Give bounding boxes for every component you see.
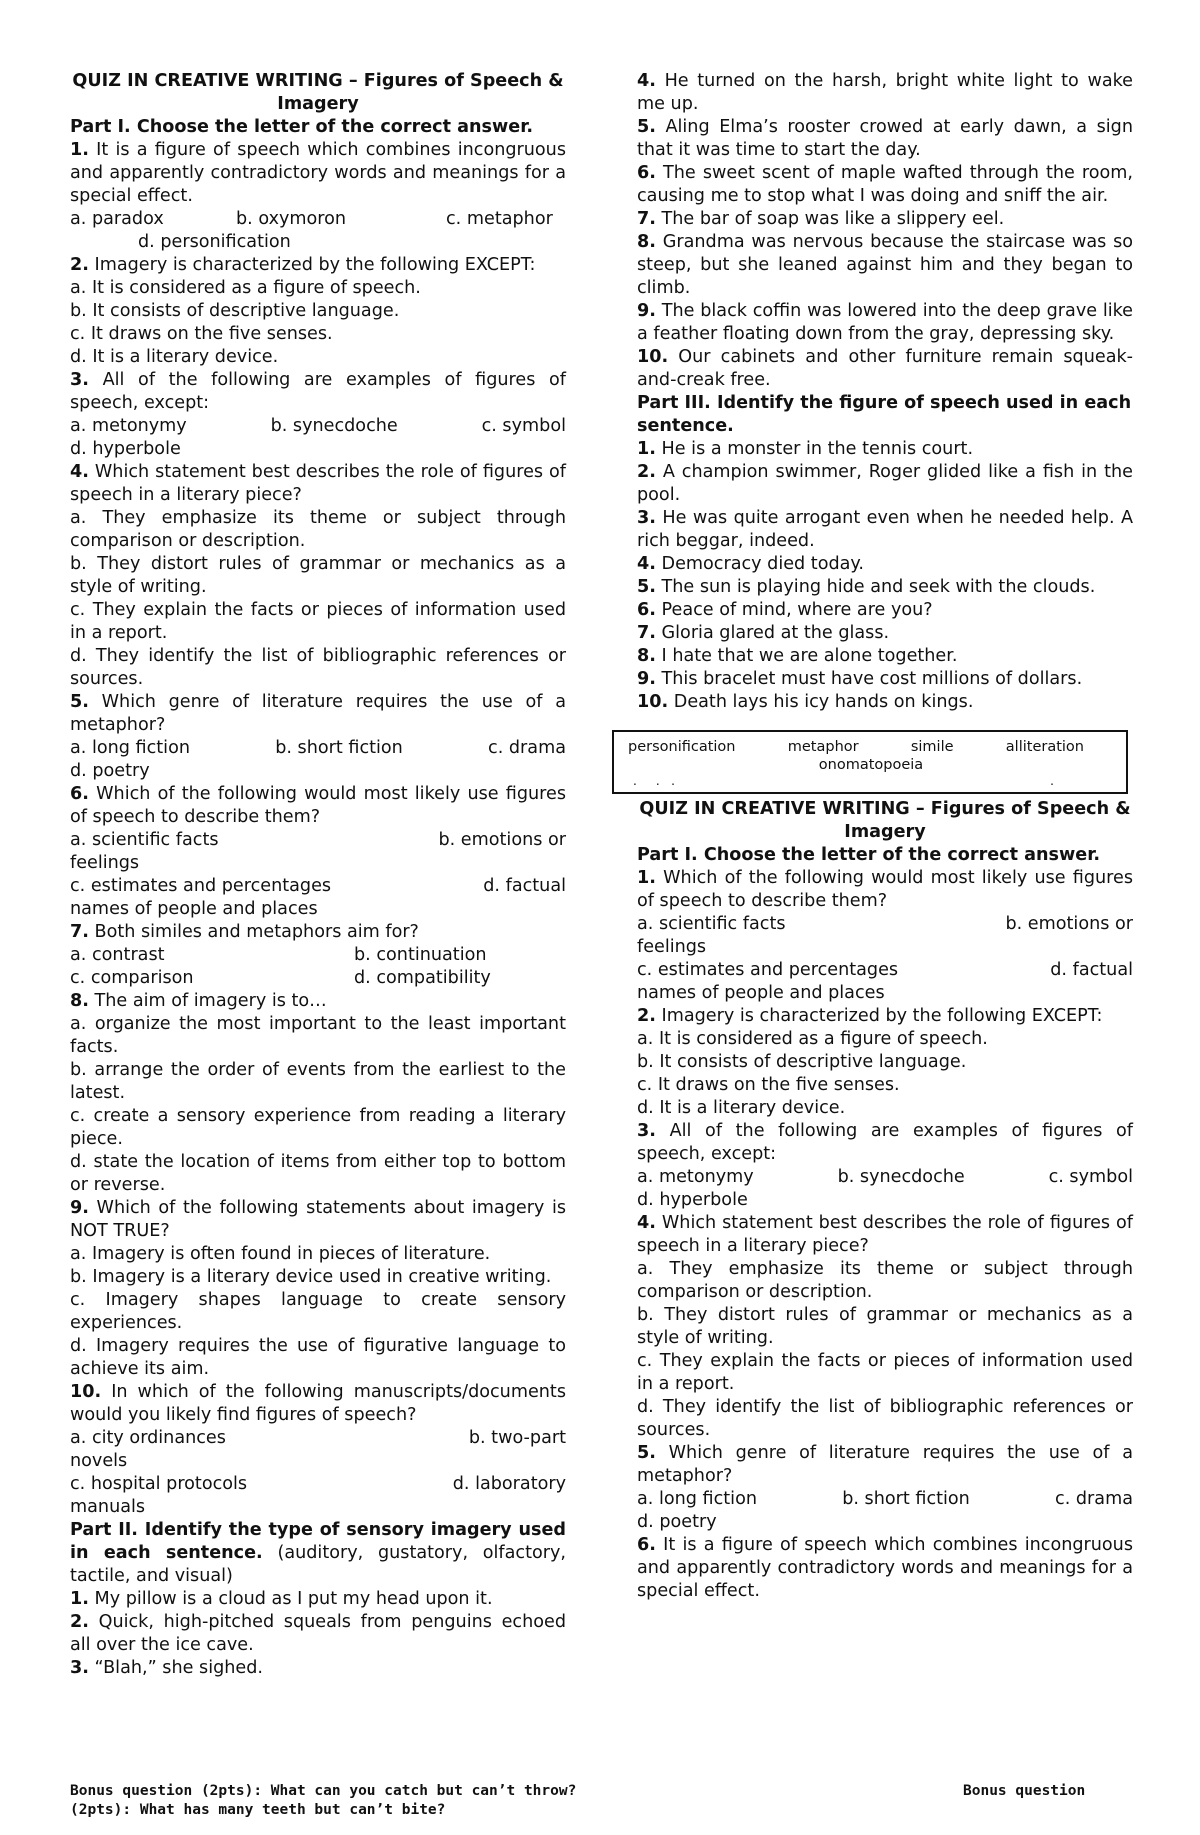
option-b: b. short fiction <box>842 1489 970 1509</box>
option-d: d. They identify the list of bibliographic references or sources. <box>637 1397 1133 1440</box>
quiz-title-second: QUIZ IN CREATIVE WRITING – Figures of Speech & Imagery <box>639 799 1131 842</box>
question-6 <box>70 783 566 921</box>
item-text: Our cabinets and other furniture remain squeak-and-creak free. <box>637 347 1134 390</box>
question-number: 7. <box>70 922 89 942</box>
question-8 <box>70 990 566 1197</box>
question-number: 3. <box>70 370 89 390</box>
option-d: d. hyperbole <box>637 1190 748 1210</box>
question-1 <box>637 867 1133 1005</box>
item-text: Democracy died today. <box>661 554 864 574</box>
option-a: a. metonymy <box>637 1167 754 1187</box>
word-bank-box <box>612 730 1128 794</box>
item-text: Gloria glared at the glass. <box>661 623 890 643</box>
option-c: c. It draws on the five senses. <box>70 324 333 344</box>
question-text: Which genre of literature requires the use of a metaphor? <box>637 1443 1133 1486</box>
question-number: 1. <box>637 868 656 888</box>
list-item <box>637 461 1133 507</box>
item-number: 10. <box>637 347 669 367</box>
option-a: a. organize the most important to the least important facts. <box>70 1014 566 1057</box>
question-7 <box>70 921 566 990</box>
option-a: a. metonymy <box>70 416 187 436</box>
option-b: b. They distort rules of grammar or mechanics as a style of writing. <box>70 554 566 597</box>
question-number: 9. <box>70 1198 89 1218</box>
item-text: Quick, high-pitched squeals from penguins echoed all over the ice cave. <box>70 1612 566 1655</box>
list-item <box>637 691 1133 714</box>
part2-heading: Part II. Identify the type of sensory imagery used in each sentence. <box>70 1520 566 1563</box>
list-item <box>70 1657 566 1680</box>
list-item <box>637 438 1133 461</box>
option-d: d. Imagery requires the use of figurative language to achieve its aim. <box>70 1336 566 1379</box>
item-text: Grandma was nervous because the staircase was so steep, but she leaned against him and they began to climb. <box>637 232 1134 298</box>
question-4 <box>637 1212 1133 1442</box>
question-text: Which of the following would most likely use figures of speech to describe them? <box>637 868 1134 911</box>
question-number: 2. <box>70 255 89 275</box>
option-d: d. personification <box>138 232 291 252</box>
item-number: 6. <box>637 600 656 620</box>
item-text: The sun is playing hide and seek with the clouds. <box>661 577 1096 597</box>
option-c: c. estimates and percentages <box>70 876 332 896</box>
item-number: 5. <box>637 117 656 137</box>
item-number: 2. <box>637 462 656 482</box>
word-bank-item: personification <box>628 739 736 755</box>
question-text: Imagery is characterized by the following EXCEPT: <box>661 1006 1103 1026</box>
question-number: 5. <box>637 1443 656 1463</box>
question-text: Which of the following would most likely use figures of speech to describe them? <box>70 784 567 827</box>
question-number: 6. <box>637 1535 656 1555</box>
word-bank-item: metaphor <box>787 739 859 755</box>
option-c: c. They explain the facts or pieces of information used in a report. <box>70 600 566 643</box>
option-b-cont: feelings <box>70 853 140 873</box>
option-d-cont: manuals <box>70 1497 146 1517</box>
part2-heading-block <box>70 1519 566 1588</box>
list-item <box>637 162 1133 208</box>
list-item <box>637 622 1133 645</box>
option-c: c. estimates and percentages <box>637 960 899 980</box>
bonus-question-2-start: Bonus question <box>963 1783 1086 1799</box>
option-d-cont: names of people and places <box>70 899 318 919</box>
option-d: d. state the location of items from either top to bottom or reverse. <box>70 1152 566 1195</box>
option-b: b. synecdoche <box>270 416 398 436</box>
question-1 <box>70 139 566 254</box>
option-a: a. It is considered as a figure of speech. <box>70 278 421 298</box>
option-b: b. It consists of descriptive language. <box>637 1052 967 1072</box>
part1-heading-second: Part I. Choose the letter of the correct answer. <box>637 845 1101 865</box>
list-item <box>637 599 1133 622</box>
option-c: c. symbol <box>1048 1167 1133 1187</box>
list-item <box>637 346 1133 392</box>
item-text: This bracelet must have cost millions of dollars. <box>661 669 1083 689</box>
option-c: c. drama <box>1055 1489 1133 1509</box>
question-9 <box>70 1197 566 1381</box>
bonus-question-2-rest: (2pts): What has many teeth but can’t bite? <box>70 1802 446 1818</box>
question-number: 4. <box>70 462 89 482</box>
quiz-title: QUIZ IN CREATIVE WRITING – Figures of Speech & Imagery <box>72 71 564 114</box>
item-number: 9. <box>637 301 656 321</box>
item-number: 8. <box>637 646 656 666</box>
bonus-question-1: Bonus question (2pts): What can you catch but can’t throw? <box>70 1783 577 1799</box>
item-number: 7. <box>637 623 656 643</box>
option-d: d. compatibility <box>354 968 491 988</box>
question-text: It is a figure of speech which combines incongruous and apparently contradictory words and meanings for a special effect. <box>637 1535 1133 1601</box>
question-text: The aim of imagery is to… <box>94 991 327 1011</box>
option-c: c. hospital protocols <box>70 1474 248 1494</box>
option-b: b. oxymoron <box>236 209 347 229</box>
question-10 <box>70 1381 566 1519</box>
question-text: Which statement best describes the role of figures of speech in a literary piece? <box>637 1213 1133 1256</box>
question-text: In which of the following manuscripts/documents would you likely find figures of speech? <box>70 1382 567 1425</box>
question-number: 1. <box>70 140 89 160</box>
item-text: The black coffin was lowered into the deep grave like a feather floating down from the gray, depressing sky. <box>637 301 1133 344</box>
option-b: b. emotions or <box>1005 914 1133 934</box>
list-item <box>637 553 1133 576</box>
question-number: 4. <box>637 1213 656 1233</box>
word-bank-item: simile <box>910 739 954 755</box>
option-b-cont: feelings <box>637 937 707 957</box>
list-item <box>637 116 1133 162</box>
option-b: b. emotions or <box>438 830 566 850</box>
item-text: Aling Elma’s rooster crowed at early dawn, a sign that it was time to start the day. <box>637 117 1133 160</box>
word-bank-item: onomatopoeia <box>818 757 924 773</box>
item-text: Peace of mind, where are you? <box>661 600 933 620</box>
option-a: a. contrast <box>70 945 165 965</box>
option-c: c. symbol <box>481 416 566 436</box>
question-2 <box>70 254 566 369</box>
option-a: a. They emphasize its theme or subject through comparison or description. <box>70 508 566 551</box>
option-b: b. They distort rules of grammar or mechanics as a style of writing. <box>637 1305 1133 1348</box>
option-d: d. poetry <box>637 1512 717 1532</box>
list-item <box>637 668 1133 691</box>
option-c: c. Imagery shapes language to create sensory experiences. <box>70 1290 566 1333</box>
question-3 <box>70 369 566 461</box>
option-b: b. short fiction <box>275 738 403 758</box>
option-d: d. hyperbole <box>70 439 181 459</box>
list-item <box>637 300 1133 346</box>
option-d-cont: names of people and places <box>637 983 885 1003</box>
question-4 <box>70 461 566 691</box>
option-b: b. two-part <box>468 1428 566 1448</box>
dotted-marks: . . . . <box>633 774 1054 788</box>
part3-heading: Part III. Identify the figure of speech used in each sentence. <box>637 393 1132 436</box>
item-number: 3. <box>70 1658 89 1678</box>
option-c: c. drama <box>488 738 566 758</box>
option-b: b. continuation <box>354 945 487 965</box>
item-number: 3. <box>637 508 656 528</box>
question-text: Which statement best describes the role of figures of speech in a literary piece? <box>70 462 566 505</box>
question-number: 10. <box>70 1382 102 1402</box>
option-d: d. It is a literary device. <box>70 347 279 367</box>
item-text: The sweet scent of maple wafted through the room, causing me to stop what I was doing and sniff the air. <box>637 163 1134 206</box>
option-d: d. It is a literary device. <box>637 1098 846 1118</box>
option-c: c. metaphor <box>446 209 553 229</box>
list-item <box>637 576 1133 599</box>
item-text: “Blah,” she sighed. <box>94 1658 263 1678</box>
question-number: 6. <box>70 784 89 804</box>
question-text: Imagery is characterized by the following EXCEPT: <box>94 255 536 275</box>
question-text: All of the following are examples of figures of speech, except: <box>70 370 567 413</box>
part2-note: (auditory, gustatory, olfactory, tactile, and visual) <box>70 1543 566 1586</box>
question-5 <box>637 1442 1133 1534</box>
option-c: c. It draws on the five senses. <box>637 1075 900 1095</box>
item-number: 8. <box>637 232 656 252</box>
option-b: b. Imagery is a literary device used in creative writing. <box>70 1267 552 1287</box>
item-text: A champion swimmer, Roger glided like a fish in the pool. <box>637 462 1133 505</box>
item-text: I hate that we are alone together. <box>661 646 958 666</box>
list-item <box>70 1611 566 1657</box>
item-number: 10. <box>637 692 669 712</box>
word-bank-item: alliteration <box>1005 739 1084 755</box>
option-b: b. synecdoche <box>837 1167 965 1187</box>
question-5 <box>70 691 566 783</box>
option-d: d. laboratory <box>452 1474 566 1494</box>
option-c: c. comparison <box>70 968 194 988</box>
list-item <box>637 231 1133 300</box>
option-a: a. long fiction <box>70 738 190 758</box>
question-number: 3. <box>637 1121 656 1141</box>
question-number: 2. <box>637 1006 656 1026</box>
option-d: d. They identify the list of bibliographic references or sources. <box>70 646 566 689</box>
item-text: Death lays his icy hands on kings. <box>673 692 974 712</box>
option-b: b. arrange the order of events from the earliest to the latest. <box>70 1060 566 1103</box>
right-column <box>628 70 1134 1603</box>
item-text: He turned on the harsh, bright white light to wake me up. <box>637 71 1133 114</box>
item-number: 1. <box>637 439 656 459</box>
item-text: My pillow is a cloud as I put my head upon it. <box>94 1589 493 1609</box>
question-6 <box>637 1534 1133 1603</box>
option-a: a. scientific facts <box>70 830 219 850</box>
question-number: 8. <box>70 991 89 1011</box>
option-c: c. They explain the facts or pieces of information used in a report. <box>637 1351 1133 1394</box>
left-column <box>70 70 566 1680</box>
question-text: Which of the following statements about imagery is NOT TRUE? <box>70 1198 566 1241</box>
question-2 <box>637 1005 1133 1120</box>
option-b: b. It consists of descriptive language. <box>70 301 400 321</box>
item-number: 5. <box>637 577 656 597</box>
list-item <box>70 1588 566 1611</box>
option-a: a. Imagery is often found in pieces of literature. <box>70 1244 491 1264</box>
list-item <box>637 208 1133 231</box>
list-item <box>637 645 1133 668</box>
option-a: a. They emphasize its theme or subject through comparison or description. <box>637 1259 1133 1302</box>
question-text: All of the following are examples of figures of speech, except: <box>637 1121 1134 1164</box>
item-text: The bar of soap was like a slippery eel. <box>661 209 1005 229</box>
option-a: a. It is considered as a figure of speech. <box>637 1029 988 1049</box>
item-number: 9. <box>637 669 656 689</box>
question-text: Both similes and metaphors aim for? <box>94 922 419 942</box>
question-text: It is a figure of speech which combines incongruous and apparently contradictory words and meanings for a special effect. <box>70 140 566 206</box>
option-d: d. poetry <box>70 761 150 781</box>
option-b-cont: novels <box>70 1451 128 1471</box>
option-a: a. city ordinances <box>70 1428 226 1448</box>
option-a: a. scientific facts <box>637 914 786 934</box>
item-text: He is a monster in the tennis court. <box>661 439 974 459</box>
item-number: 6. <box>637 163 656 183</box>
option-c: c. create a sensory experience from reading a literary piece. <box>70 1106 566 1149</box>
item-number: 2. <box>70 1612 89 1632</box>
item-number: 4. <box>637 71 656 91</box>
list-item <box>637 70 1133 116</box>
item-number: 7. <box>637 209 656 229</box>
list-item <box>637 507 1133 553</box>
part1-heading: Part I. Choose the letter of the correct answer. <box>70 117 534 137</box>
item-number: 4. <box>637 554 656 574</box>
option-d: d. factual <box>1050 960 1133 980</box>
question-3 <box>637 1120 1133 1212</box>
question-number: 5. <box>70 692 89 712</box>
option-d: d. factual <box>483 876 566 896</box>
question-text: Which genre of literature requires the use of a metaphor? <box>70 692 566 735</box>
item-text: He was quite arrogant even when he needed help. A rich beggar, indeed. <box>637 508 1134 551</box>
item-number: 1. <box>70 1589 89 1609</box>
option-a: a. long fiction <box>637 1489 757 1509</box>
option-a: a. paradox <box>70 209 164 229</box>
